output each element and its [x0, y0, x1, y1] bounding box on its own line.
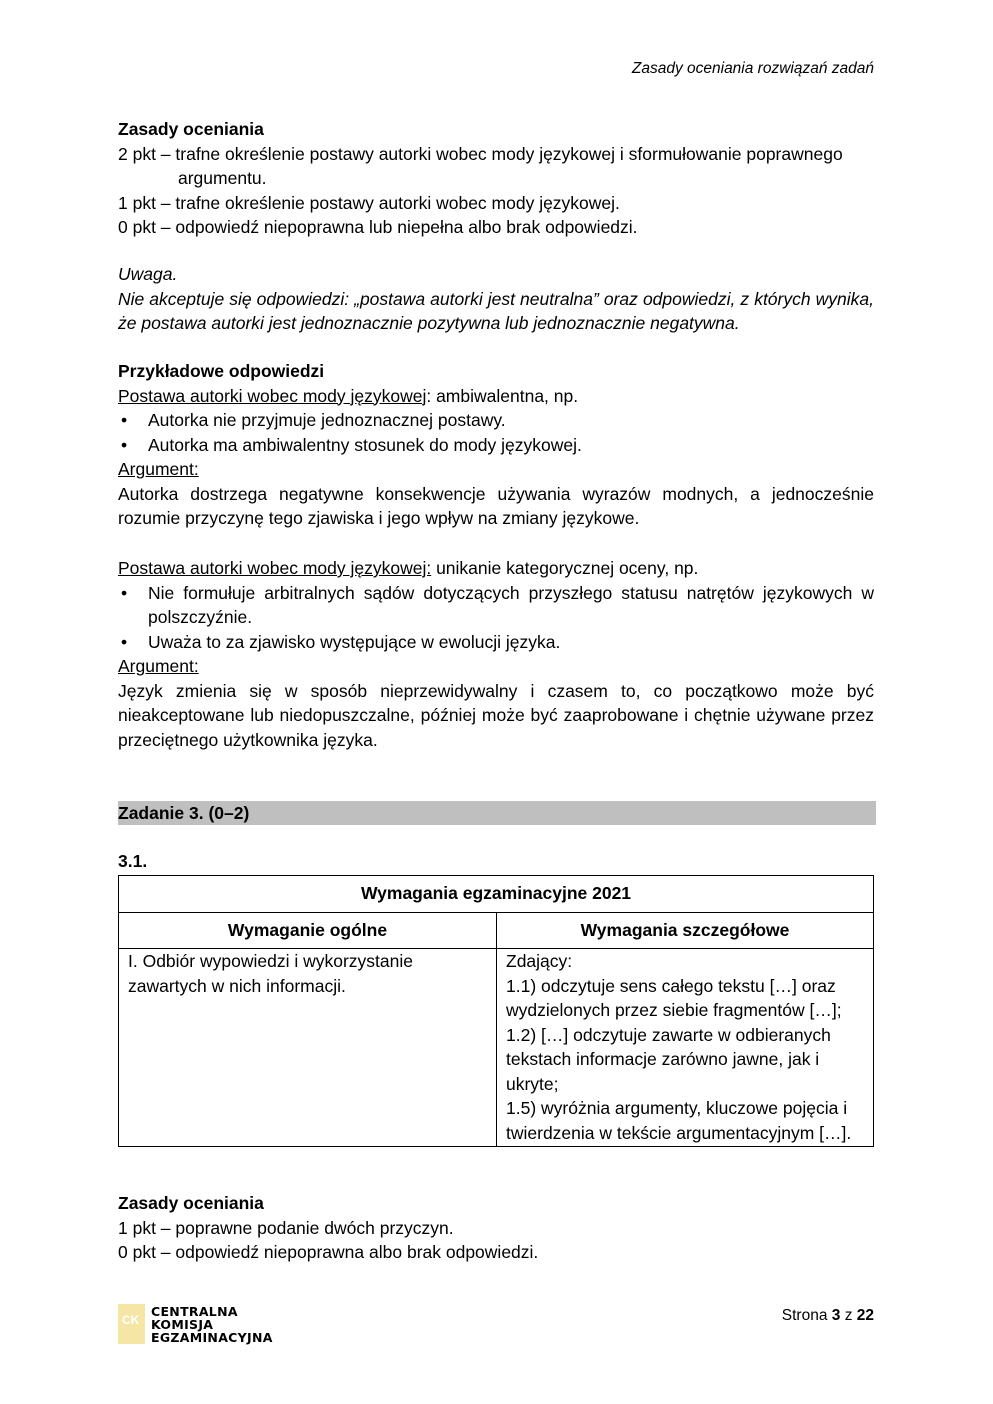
score-line: 2 pkt – trafne określenie postawy autorki wobec mody językowej i sformułowanie poprawnego argumentu.: [118, 143, 843, 188]
scoring-rules-section: [118, 117, 874, 240]
example-answers-section: [118, 359, 874, 531]
list-item: • Autorka ma ambiwalentny stosunek do mody językowej.: [118, 433, 874, 458]
requirements-table: [118, 875, 874, 1147]
section-title: Zasady oceniania: [118, 119, 264, 139]
example-answer-2: [118, 556, 874, 752]
argument-label: Argument:: [118, 656, 199, 676]
bullet-icon: •: [121, 631, 128, 652]
argument-text: Autorka dostrzega negatywne konsekwencje używania wyrazów modnych, a jednocześnie rozumie przyczynę tego zjawiska i jego wpływ na zmiany językowe.: [118, 483, 874, 528]
page-number: Strona 3 z 22: [781, 1307, 874, 1324]
logo-text: CENTRALNA KOMISJA EGZAMINACYJNA: [151, 1303, 273, 1345]
task-title-bar: Zadanie 3. (0–2): [118, 801, 876, 825]
bullet-icon: •: [121, 410, 128, 430]
table-header-detailed: Wymagania szczegółowe: [497, 912, 874, 949]
attitude-line: [118, 556, 874, 581]
attitude-value: : ambiwalentna, np.: [426, 385, 579, 406]
list-item: • Uważa to za zjawisko występujące w ewolucji języka.: [118, 630, 874, 655]
table-header-general: Wymaganie ogólne: [119, 912, 497, 949]
section-title: Zasady oceniania: [118, 1193, 264, 1213]
logo-mark-icon: CK: [118, 1304, 145, 1344]
note-section: [118, 262, 874, 336]
subtask-number: 3.1.: [118, 851, 148, 871]
bullet-list: [118, 408, 874, 457]
running-header: Zasady oceniania rozwiązań zadań: [631, 60, 874, 77]
list-item: • Nie formułuje arbitralnych sądów dotyczących przyszłego statusu natrętów językowych w polszczyźnie.: [121, 582, 874, 627]
scoring-rules-section-2: [118, 1191, 874, 1265]
argument-text: Język zmienia się w sposób nieprzewidywalny i czasem to, co początkowo może być nieakceptowane lub niedopuszczalne, później może być zaaprobowane i chętnie używane przez przeciętnego użytkownika języka.: [118, 680, 874, 750]
note-text: Nie akceptuje się odpowiedzi: „postawa autorki jest neutralna” oraz odpowiedzi, z których wynika, że postawa autorki jest jednoznacznie pozytywna lub jednoznacznie negatywna.: [118, 288, 874, 333]
score-line: 0 pkt – odpowiedź niepoprawna lub niepełna albo brak odpowiedzi.: [118, 217, 638, 237]
table-row: [119, 949, 874, 1147]
attitude-value: unikanie kategorycznej oceny, np.: [431, 558, 699, 578]
cke-logo: [118, 1303, 273, 1345]
note-label: Uwaga.: [118, 264, 178, 284]
attitude-label: Postawa autorki wobec mody językowej:: [118, 558, 432, 578]
attitude-label: Postawa autorki wobec mody językowej: [118, 385, 427, 406]
argument-label: Argument:: [118, 459, 199, 479]
attitude-line: [118, 384, 874, 409]
general-requirement-cell: I. Odbiór wypowiedzi i wykorzystanie zawartych w nich informacji.: [119, 949, 497, 1147]
table-caption: Wymagania egzaminacyjne 2021: [119, 876, 874, 913]
bullet-list: [118, 581, 874, 655]
score-line: 0 pkt – odpowiedź niepoprawna albo brak odpowiedzi.: [118, 1242, 539, 1262]
score-line: 1 pkt – trafne określenie postawy autorki wobec mody językowej.: [118, 192, 620, 213]
list-item: • Autorka nie przyjmuje jednoznacznej postawy.: [118, 408, 874, 433]
bullet-icon: •: [121, 582, 128, 603]
section-title: Przykładowe odpowiedzi: [118, 361, 325, 381]
detailed-requirements-cell: Zdający: 1.1) odczytuje sens całego tekstu […] oraz wydzielonych przez siebie fragmentów […]; 1.2) […] odczytuje zawarte w odbieranych tekstach informacje zarówno jawne, jak i ukryte; 1.5) wyróżnia argumenty, kluczowe pojęcia i twierdzenia w tekście argumentacyjnym […].: [497, 949, 874, 1147]
score-line: 1 pkt – poprawne podanie dwóch przyczyn.: [118, 1217, 454, 1238]
bullet-icon: •: [121, 434, 128, 455]
